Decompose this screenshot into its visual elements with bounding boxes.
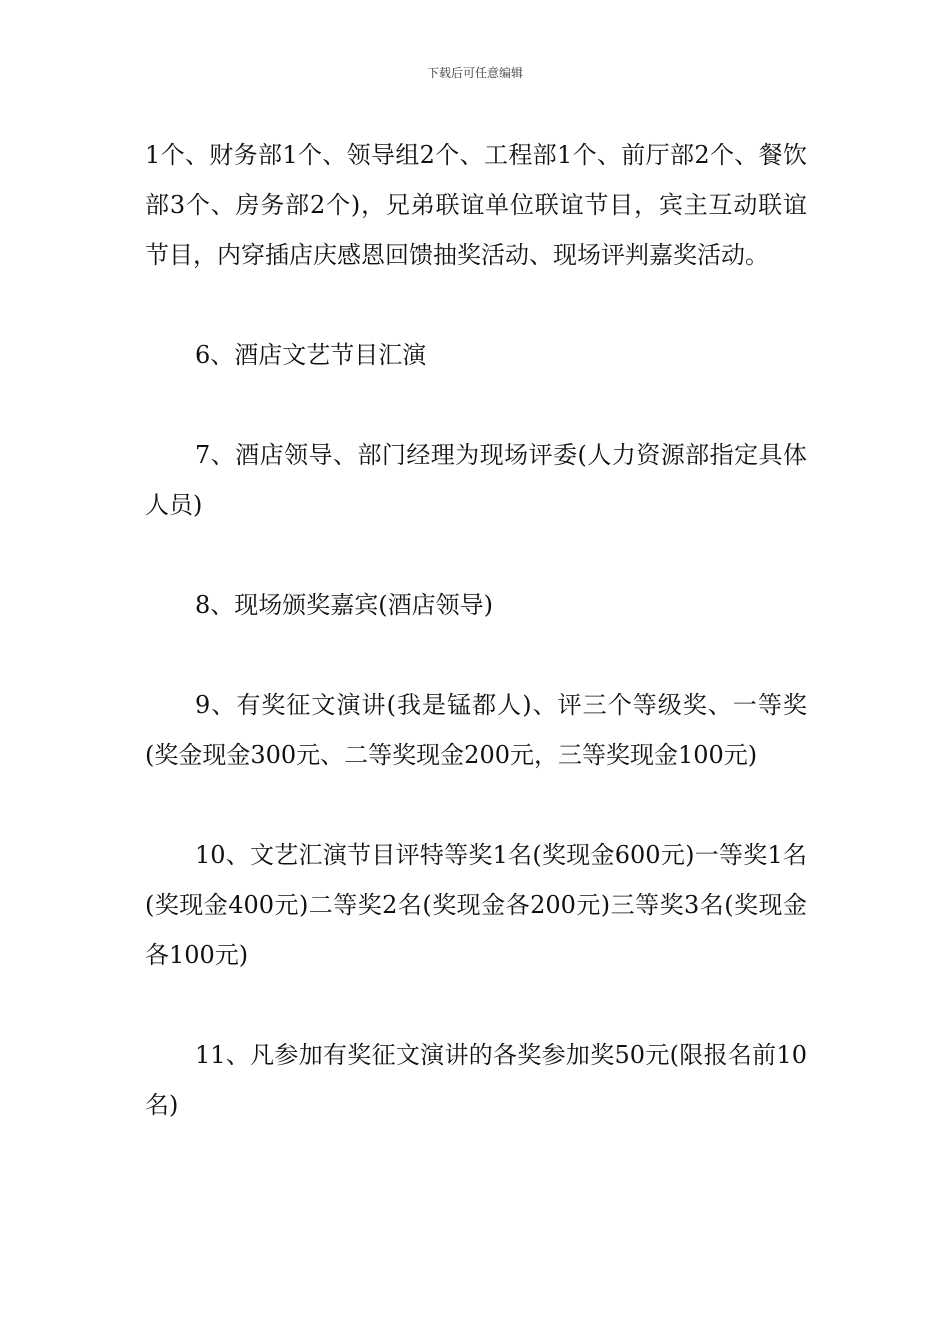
paragraph-continuation: 1个、财务部1个、领导组2个、工程部1个、前厅部2个、餐饮部3个、房务部2个)，兄弟联谊单位联谊节目，宾主互动联谊节目，内穿插店庆感恩回馈抽奖活动、现场评判嘉奖活动。 [145,141,807,269]
paragraph-spacer [145,530,807,580]
page-header: 下载后可任意编辑 [426,66,523,80]
paragraph-item-11: 11、凡参加有奖征文演讲的各奖参加奖50元(限报名前10名) [145,1041,807,1119]
paragraph-item-10: 10、文艺汇演节目评特等奖1名(奖现金600元)一等奖1名(奖现金400元)二等奖2名(奖现金各200元)三等奖3名(奖现金各100元) [145,841,807,969]
paragraph-item-8: 8、现场颁奖嘉宾(酒店领导) [195,591,493,619]
paragraph-item-7: 7、酒店领导、部门经理为现场评委(人力资源部指定具体人员) [145,441,807,519]
paragraph-spacer [145,380,807,430]
paragraph-item-9: 9、有奖征文演讲(我是锰都人)、评三个等级奖、一等奖(奖金现金300元、二等奖现金200元，三等奖现金100元) [145,691,807,769]
paragraph-spacer [145,630,807,680]
paragraph-spacer [145,780,807,830]
paragraph-spacer [145,980,807,1030]
paragraph-spacer [145,280,807,330]
paragraph-item-6: 6、酒店文艺节目汇演 [195,341,427,369]
document-body [145,130,807,1130]
